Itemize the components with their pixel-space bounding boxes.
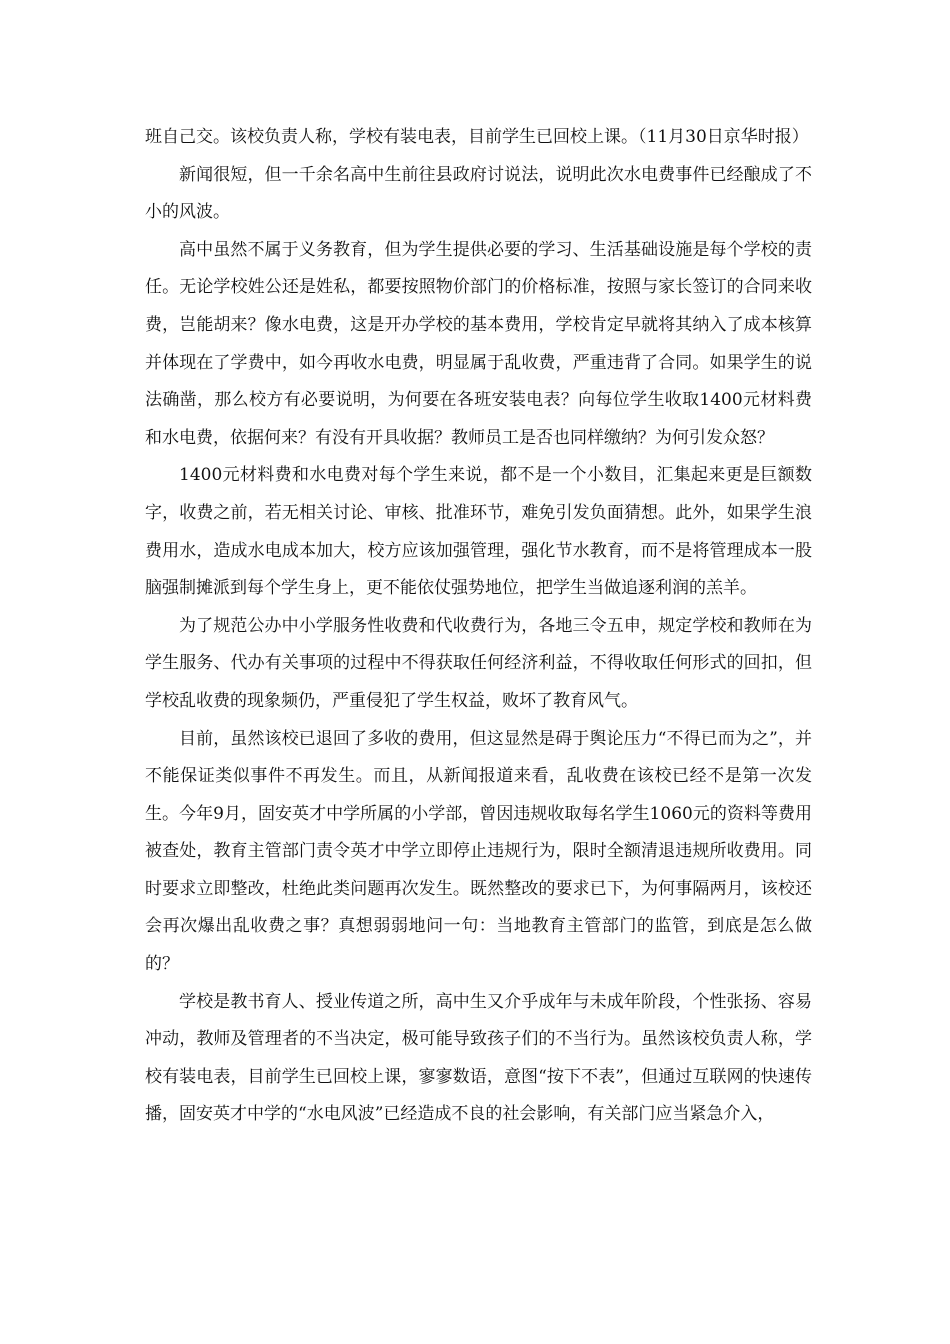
paragraph: 新闻很短，但一千余名高中生前往县政府讨说法，说明此次水电费事件已经酿成了不小的风波。 [145,164,812,223]
paragraph: 高中虽然不属于义务教育，但为学生提供必要的学习、生活基础设施是每个学校的责任。无论学校姓公还是姓私，都要按照物价部门的价格标准，按照与家长签订的合同来收费，岂能胡来？像水电费，这是开办学校的基本费用，学校肯定早就将其纳入了成本核算并体现在了学费中，如今再收水电费，明显属于乱收费，严重违背了合同。如果学生的说法确凿，那么校方有必要说明，为何要在各班安装电表？向每位学生收取1400元材料费和水电费，依据何来？有没有开具收据？教师员工是否也同样缴纳？为何引发众怒？ [145,239,812,448]
paragraph: 目前，虽然该校已退回了多收的费用，但这显然是碍于舆论压力“不得已而为之”，并不能保证类似事件不再发生。而且，从新闻报道来看，乱收费在该校已经不是第一次发生。今年9月，固安英才中学所属的小学部，曾因违规收取每名学生1060元的资料等费用被查处，教育主管部门责令英才中学立即停止违规行为，限时全额清退违规所收费用。同时要求立即整改，杜绝此类问题再次发生。既然整改的要求已下，为何事隔两月，该校还会再次爆出乱收费之事？真想弱弱地问一句：当地教育主管部门的监管，到底是怎么做的？ [145,728,812,975]
paragraph: 1400元材料费和水电费对每个学生来说，都不是一个小数目，汇集起来更是巨额数字，收费之前，若无相关讨论、审核、批准环节，难免引发负面猜想。此外，如果学生浪费用水，造成水电成本加大，校方应该加强管理，强化节水教育，而不是将管理成本一股脑强制摊派到每个学生身上，更不能依仗强势地位，把学生当做追逐利润的羔羊。 [145,465,812,599]
article-body [145,119,812,1134]
paragraph: 学校是教书育人、授业传道之所，高中生又介乎成年与未成年阶段，个性张扬、容易冲动，教师及管理者的不当决定，极可能导致孩子们的不当行为。虽然该校负责人称，学校有装电表，目前学生已回校上课，寥寥数语，意图“按下不表”，但通过互联网的快速传播，固安英才中学的“水电风波”已经造成不良的社会影响，有关部门应当紧急介入， [145,991,812,1125]
paragraph: 为了规范公办中小学服务性收费和代收费行为，各地三令五申，规定学校和教师在为学生服务、代办有关事项的过程中不得获取任何经济利益，不得收取任何形式的回扣，但学校乱收费的现象频仍，严重侵犯了学生权益，败坏了教育风气。 [145,615,812,711]
paragraph-continued: 班自己交。该校负责人称，学校有装电表，目前学生已回校上课。（11月30日京华时报） [145,127,809,147]
